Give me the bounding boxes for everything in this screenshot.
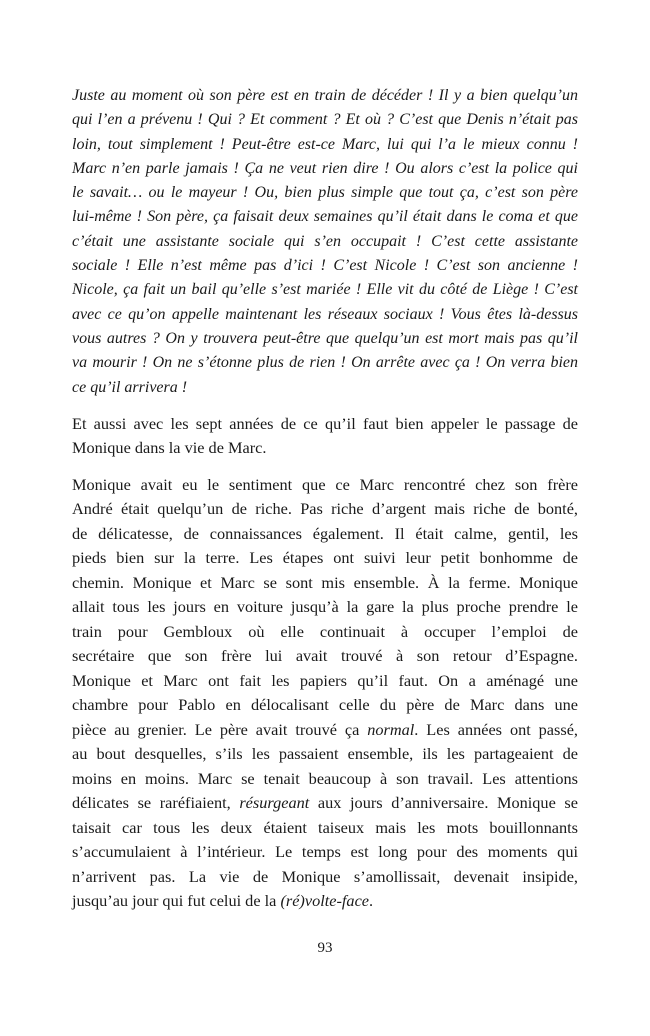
text-line: Monique dans la vie de Marc. bbox=[72, 438, 267, 458]
page-number: 93 bbox=[317, 940, 333, 956]
text-line: loin, tout simplement ! Peut-être est-ce Marc, lui qui l’a le mieux connu ! bbox=[72, 135, 578, 153]
text-line: taisait car tous les deux étaient taiseux mais les mots bouillonnants bbox=[72, 817, 578, 837]
text-line: au bout desquelles, s’ils les passaient ensemble, ils les partageaient de bbox=[72, 744, 578, 764]
text-line: va mourir ! On ne s’étonne plus de rien ! On arrête avec ça ! On verra bien bbox=[72, 354, 578, 372]
text-line: André était quelqu’un de riche. Pas riche d’argent mais riche de bonté, bbox=[72, 499, 578, 519]
page-body bbox=[72, 84, 578, 926]
paragraph bbox=[72, 473, 578, 914]
text-line: chemin. Monique et Marc se sont mis ensemble. À la ferme. Monique bbox=[72, 572, 578, 592]
text-line: le savait… ou le mayeur ! Ou, bien plus simple que tout ça, c’est son père bbox=[72, 184, 578, 202]
text-line: avec ce qu’on appelle maintenant les réseaux sociaux ! Vous êtes là-dessus bbox=[72, 305, 578, 323]
text-line: chambre pour Pablo en délocalisant celle du père de Marc dans une bbox=[72, 695, 578, 715]
text-line: Juste au moment où son père est en train de décéder ! Il y a bien quelqu’un bbox=[72, 87, 578, 104]
text-line: qui l’en a prévenu ! Qui ? Et comment ? Et où ? C’est que Denis n’était pas bbox=[72, 111, 578, 129]
text-line: ce qu’il arrivera ! bbox=[72, 378, 188, 396]
text-line: Monique avait eu le sentiment que ce Marc rencontré chez son frère bbox=[72, 474, 578, 494]
text-line: Marc n’en parle jamais ! Ça ne veut rien dire ! Ou alors c’est la police qui bbox=[72, 159, 578, 177]
text-line: s’accumulaient à l’intérieur. Le temps est long pour des moments qui bbox=[72, 842, 578, 862]
text-line: n’arrivent pas. La vie de Monique s’amollissait, devenait insipide, bbox=[72, 866, 578, 886]
paragraph bbox=[72, 84, 578, 400]
text-line: pièce au grenier. Le père avait trouvé ça normal. Les années ont passé, bbox=[72, 719, 579, 739]
text-line: Nicole, ça fait un bail qu’elle s’est mariée ! Elle vit du côté de Liège ! C’est bbox=[72, 281, 578, 299]
paragraph bbox=[72, 412, 578, 461]
text-line: moins en moins. Marc se tenait beaucoup à son travail. Les attentions bbox=[72, 768, 578, 788]
text-line: vous autres ? On y trouvera peut-être que quelqu’un est mort mais pas qu’il bbox=[72, 329, 578, 347]
text-line: jusqu’au jour qui fut celui de la (ré)volte-face. bbox=[72, 891, 374, 911]
text-line: Monique et Marc ont fait les papiers qu’il faut. On a aménagé une bbox=[72, 670, 578, 690]
text-line: pieds bien sur la terre. Les étapes ont suivi leur petit bonhomme de bbox=[72, 548, 578, 568]
text-line: Et aussi avec les sept années de ce qu’il faut bien appeler le passage de bbox=[72, 413, 578, 433]
text-line: délicates se raréfiaient, résurgeant aux jours d’anniversaire. Monique se bbox=[72, 793, 578, 813]
text-line: allait tous les jours en voiture jusqu’à la gare la plus proche prendre le bbox=[72, 597, 578, 617]
text-line: lui-même ! Son père, ça faisait deux semaines qu’il était dans le coma et que bbox=[72, 208, 578, 226]
text-line: c’était une assistante sociale qui s’en occupait ! C’est cette assistante bbox=[72, 232, 578, 250]
text-line: secrétaire que son frère lui avait trouvé à son retour d’Espagne. bbox=[72, 646, 578, 666]
text-line: train pour Gembloux où elle continuait à occuper l’emploi de bbox=[72, 621, 578, 641]
text-line: sociale ! Elle n’est même pas d’ici ! C’est Nicole ! C’est son ancienne ! bbox=[72, 257, 578, 275]
text-line: de délicatesse, de connaissances également. Il était calme, gentil, les bbox=[72, 523, 578, 543]
